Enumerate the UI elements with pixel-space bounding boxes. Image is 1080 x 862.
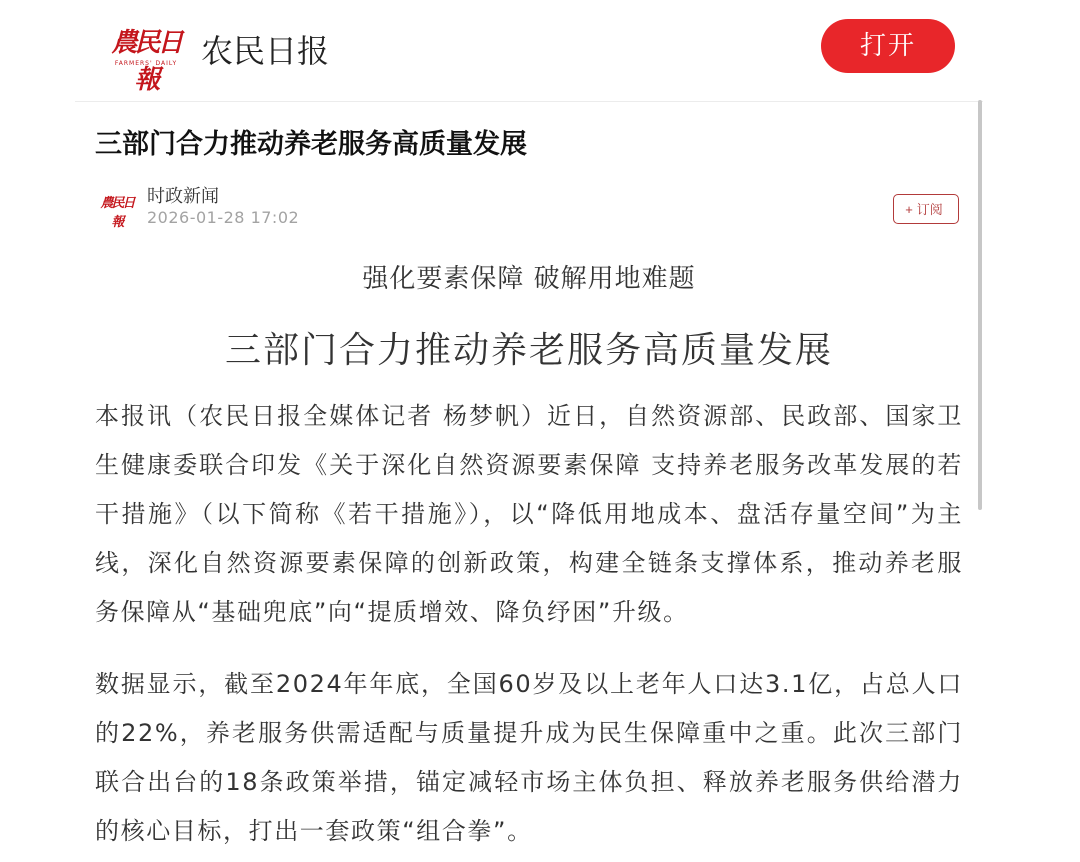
subscribe-button[interactable] xyxy=(893,194,959,224)
page-column xyxy=(75,0,983,862)
article-paragraph: 本报讯（农民日报全媒体记者 杨梦帆）近日，自然资源部、民政部、国家卫生健康委联合印发《关于深化自然资源要素保障 支持养老服务改革发展的若干措施》（以下简称《若干措施》），以“降低用地成本、盘活存量空间”为主线，深化自然资源要素保障的创新政策，构建全链条支撑体系，推动养老服务保障从“基础兜底”向“提质增效、降负纾困”升级。 xyxy=(95,402,963,626)
article-paragraph: 数据显示，截至2024年年底，全国60岁及以上老年人口达3.1亿，占总人口的22%，养老服务供需适配与质量提升成为民生保障重中之重。此次三部门联合出台的18条政策举措，锚定减轻市场主体负担、释放养老服务供给潜力的核心目标，打出一套政策“组合拳”。 xyxy=(95,670,963,845)
subscribe-label: 订阅 xyxy=(916,201,943,217)
publish-time: 2026-01-28 17:02 xyxy=(147,208,300,227)
article-subheadline: 强化要素保障 破解用地难题 xyxy=(362,264,696,294)
app-name: 农民日报 xyxy=(201,32,330,70)
logo-subtext: FARMERS' DAILY xyxy=(114,60,178,67)
source-name[interactable]: 时政新闻 xyxy=(147,186,219,207)
open-app-button[interactable]: 打开 xyxy=(821,19,955,73)
app-banner xyxy=(75,0,983,102)
farmers-daily-logo xyxy=(107,22,185,95)
logo-calligraphy: 農民日報 xyxy=(111,28,181,95)
plus-icon: + xyxy=(905,201,913,217)
source-logo: 農民日報 xyxy=(100,196,134,230)
article-title: 三部门合力推动养老服务高质量发展 xyxy=(95,129,527,160)
article-headline: 三部门合力推动养老服务高质量发展 xyxy=(224,330,833,371)
scrollbar[interactable] xyxy=(978,100,982,510)
